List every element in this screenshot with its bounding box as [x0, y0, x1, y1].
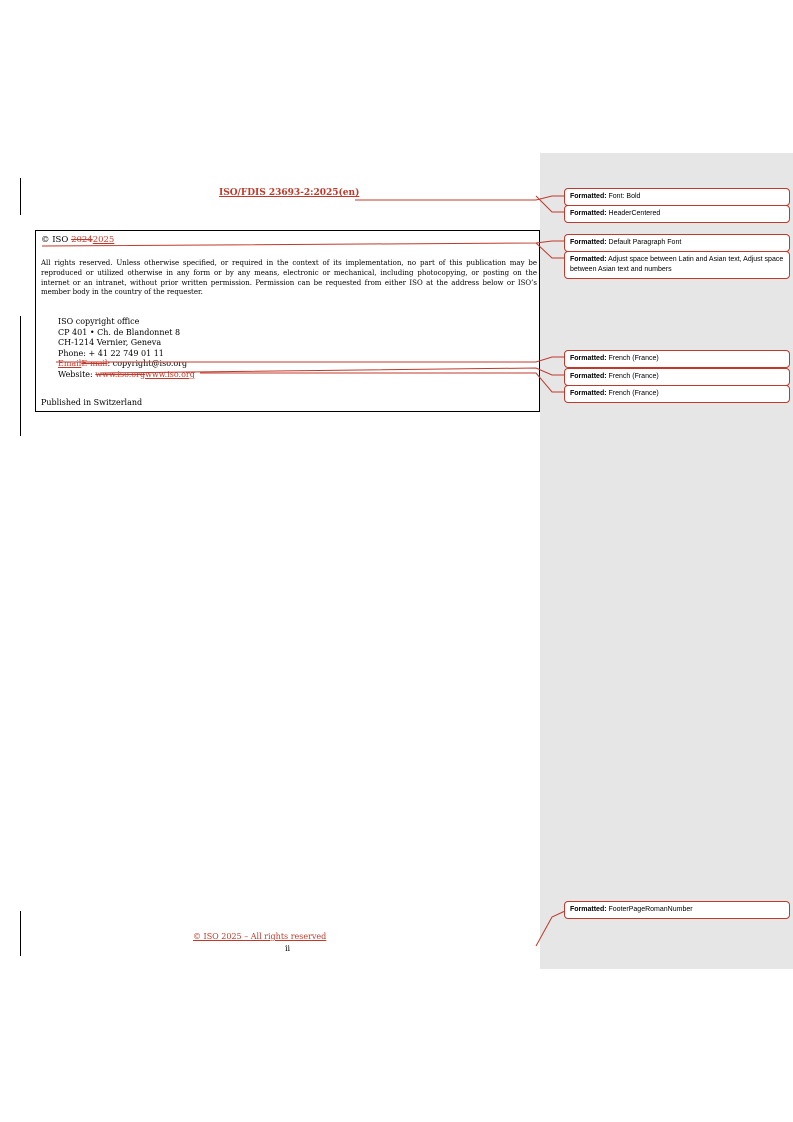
address-phone: Phone: + 41 22 749 01 11 [58, 348, 164, 358]
balloon-label: Formatted: [570, 239, 607, 246]
comment-balloon[interactable] [564, 188, 790, 206]
balloon-text: HeaderCentered [608, 210, 661, 217]
comment-balloon[interactable] [564, 205, 790, 223]
email-inserted: Email [58, 359, 82, 368]
comment-balloon[interactable] [564, 251, 790, 279]
comment-balloon[interactable] [564, 234, 790, 252]
address-email [58, 359, 195, 370]
balloon-label: Formatted: [570, 373, 607, 380]
deleted-year: 2024 [71, 235, 93, 245]
balloon-label: Formatted: [570, 355, 607, 362]
comment-balloon[interactable] [564, 901, 790, 919]
address-website [58, 370, 195, 381]
footer-page-number: ii [285, 944, 291, 953]
website-deleted: www.iso.org [95, 369, 146, 379]
balloon-text: Font: Bold [608, 193, 641, 200]
published-line: Published in Switzerland [41, 398, 143, 407]
rights-paragraph: All rights reserved. Unless otherwise specified, or required in the context of its implementation, no part of this publication may be reproduced or utilized otherwise in any form or by any means, electronic or mechanical, including photocopying, or posting on the internet or an intranet, without prior written permission. Permission can be requested from either ISO at the address below or ISO’s member body in the country of the requester. [41, 259, 537, 297]
change-bar [20, 178, 21, 215]
change-bar [20, 316, 21, 436]
comment-balloon[interactable] [564, 350, 790, 368]
comment-balloon[interactable] [564, 368, 790, 386]
balloon-label: Formatted: [570, 390, 607, 397]
website-link[interactable]: www.iso.org [145, 369, 195, 379]
inserted-year: 2025 [92, 235, 115, 245]
address-street: CP 401 • Ch. de Blandonnet 8 [58, 327, 181, 337]
header-title: ISO/FDIS 23693-2:2025(en) [219, 188, 360, 198]
balloon-text: Adjust space between Latin and Asian text, Adjust space between Asian text and numbers [570, 256, 784, 273]
email-address[interactable]: : copyright@iso.org [107, 359, 188, 368]
balloon-label: Formatted: [570, 193, 607, 200]
address-office: ISO copyright office [58, 317, 140, 326]
copyright-prefix: © ISO [41, 235, 72, 245]
balloon-text: FooterPageRomanNumber [608, 906, 693, 913]
change-bar [20, 911, 21, 956]
footer-copyright: © ISO 2025 – All rights reserved [193, 932, 327, 941]
leader-line [355, 196, 565, 200]
balloon-text: French (France) [608, 390, 659, 397]
balloon-text: Default Paragraph Font [608, 239, 682, 246]
balloon-label: Formatted: [570, 210, 607, 217]
copyright-line [41, 235, 114, 245]
balloon-text: French (France) [608, 373, 659, 380]
comment-balloon[interactable] [564, 385, 790, 403]
balloon-text: French (France) [608, 355, 659, 362]
balloon-label: Formatted: [570, 256, 607, 263]
copyright-box [35, 230, 540, 412]
address-block [58, 317, 195, 380]
address-city: CH-1214 Vernier, Geneva [58, 338, 162, 347]
balloon-label: Formatted: [570, 906, 607, 913]
email-deleted: E-mail [81, 359, 108, 368]
website-label: Website: [58, 369, 96, 379]
